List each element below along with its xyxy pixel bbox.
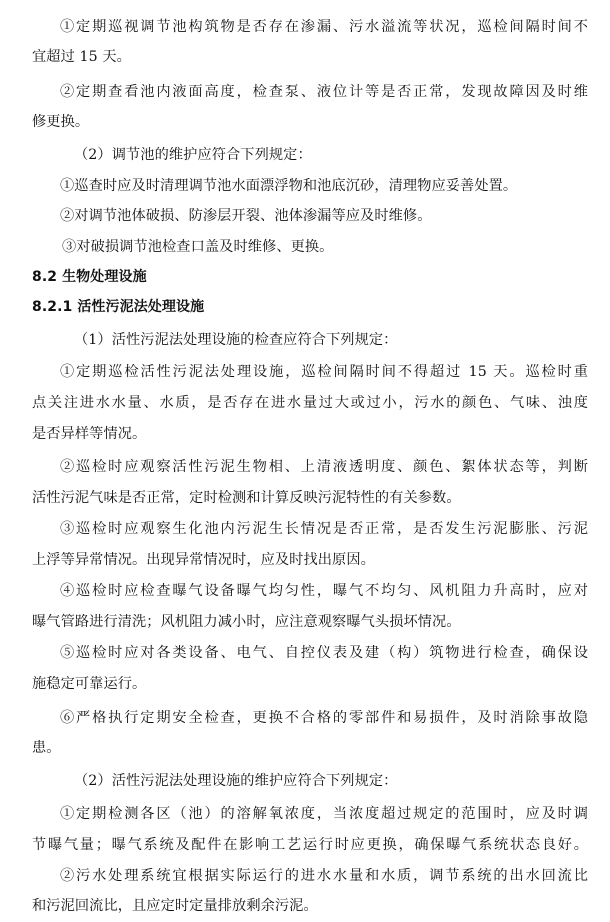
text-line: （2）活性污泥法处理设施的维护应符合下列规定： (74, 773, 398, 789)
text-line: （1）活性污泥法处理设施的检查应符合下列规定： (74, 332, 398, 348)
text-line: 曝气管路进行清洗；风机阻力减小时，应注意观察曝气头损坏情况。 (32, 614, 461, 630)
text-line: ⑥严格执行定期安全检查，更换不合格的零部件和易损件，及时消除事故隐 (60, 710, 588, 726)
text-line: ②巡检时应观察活性污泥生物相、上清液透明度、颜色、絮体状态等，判断 (60, 459, 588, 475)
text-line: ①定期巡视调节池构筑物是否存在渗漏、污水溢流等状况，巡检间隔时间不 (60, 19, 588, 35)
text-line: ②对调节池体破损、防渗层开裂、池体渗漏等应及时维修。 (60, 208, 432, 224)
text-line: ①巡查时应及时清理调节池水面漂浮物和池底沉砂，清理物应妥善处置。 (60, 178, 518, 194)
text-line: 是否异样等情况。 (32, 426, 147, 442)
text-line: 宜超过 15 天。 (32, 49, 131, 65)
text-line: 节曝气量；曝气系统及配件在影响工艺运行时应更换，确保曝气系统状态良好。 (32, 837, 588, 853)
text-line: ③巡检时应观察生化池内污泥生长情况是否正常，是否发生污泥膨胀、污泥 (60, 521, 588, 537)
subsection-heading: 8.2.1 活性污泥法处理设施 (32, 299, 205, 315)
text-line: 上浮等异常情况。出现异常情况时，应及时找出原因。 (32, 552, 375, 568)
text-line: ④巡检时应检查曝气设备曝气均匀性，曝气不均匀、风机阻力升高时，应对 (60, 583, 588, 599)
text-line: 点关注进水水量、水质，是否存在进水量过大或过小，污水的颜色、气味、浊度 (32, 395, 588, 411)
text-line: 施稳定可靠运行。 (32, 676, 147, 692)
text-line: ⑤巡检时应对各类设备、电气、自控仪表及建（构）筑物进行检查，确保设 (60, 645, 588, 661)
text-line: ①定期巡检活性污泥法处理设施，巡检间隔时间不得超过 15 天。巡检时重 (60, 364, 588, 380)
text-line: （2）调节池的维护应符合下列规定： (74, 147, 312, 163)
section-heading: 8.2 生物处理设施 (32, 269, 147, 285)
text-line: 活性污泥气味是否正常，定时检测和计算反映污泥特性的有关参数。 (32, 490, 461, 506)
text-line: ②定期查看池内液面高度，检查泵、液位计等是否正常，发现故障因及时维 (60, 84, 588, 100)
text-line: 修更换。 (32, 114, 90, 130)
text-line: 患。 (32, 740, 61, 756)
text-line: ①定期检测各区（池）的溶解氧浓度，当浓度超过规定的范围时，应及时调 (60, 806, 588, 822)
text-line: 和污泥回流比，且应定时定量排放剩余污泥。 (32, 898, 318, 914)
text-line: ②污水处理系统宜根据实际运行的进水水量和水质，调节系统的出水回流比 (60, 868, 588, 884)
text-line: ③对破损调节池检查口盖及时维修、更换。 (62, 239, 334, 255)
